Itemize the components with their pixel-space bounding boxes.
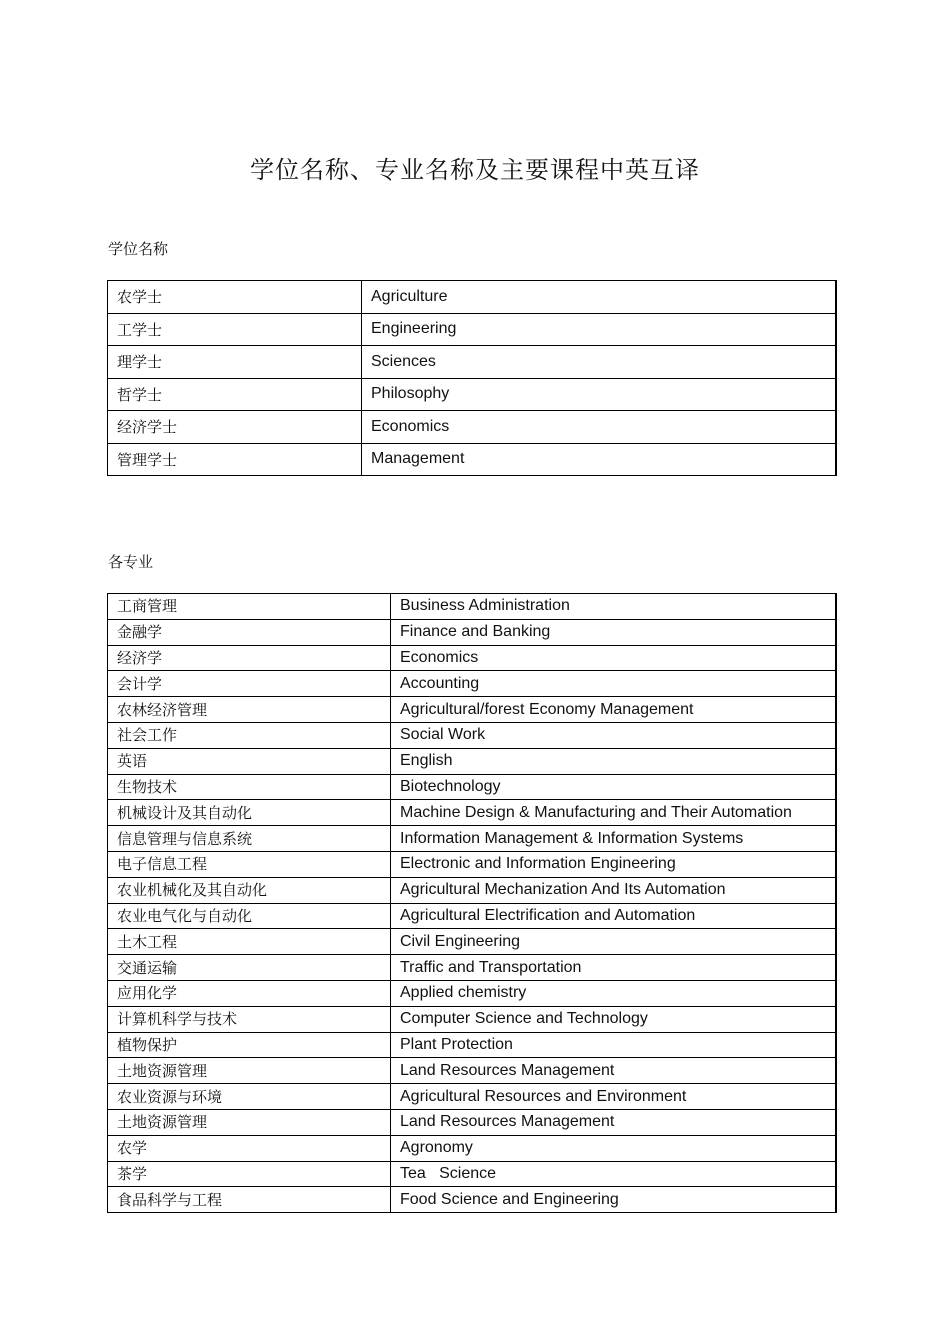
major-chinese-cell: 农业电气化与自动化 — [108, 903, 391, 929]
table-row — [108, 697, 837, 723]
major-english-cell: Plant Protection — [391, 1032, 837, 1058]
major-english-cell: Agricultural/forest Economy Management — [391, 697, 837, 723]
major-chinese-cell: 经济学 — [108, 645, 391, 671]
major-english-cell: Information Management & Information Systems — [391, 826, 837, 852]
major-english-cell: Agricultural Resources and Environment — [391, 1084, 837, 1110]
table-row — [108, 1187, 837, 1213]
major-english-cell: Biotechnology — [391, 774, 837, 800]
degree-chinese-cell: 理学士 — [108, 346, 362, 379]
major-chinese-cell: 信息管理与信息系统 — [108, 826, 391, 852]
major-chinese-cell: 应用化学 — [108, 980, 391, 1006]
table-row — [108, 774, 837, 800]
table-row — [108, 955, 837, 981]
major-chinese-cell: 植物保护 — [108, 1032, 391, 1058]
table-row — [108, 748, 837, 774]
major-chinese-cell: 电子信息工程 — [108, 851, 391, 877]
major-chinese-cell: 交通运输 — [108, 955, 391, 981]
major-english-cell: Land Resources Management — [391, 1109, 837, 1135]
major-english-cell: Accounting — [391, 671, 837, 697]
major-chinese-cell: 土地资源管理 — [108, 1109, 391, 1135]
table-row — [108, 645, 837, 671]
table-row — [108, 1084, 837, 1110]
table-row — [108, 1032, 837, 1058]
degree-english-cell: Sciences — [362, 346, 837, 379]
table-row — [108, 378, 837, 411]
major-english-cell: English — [391, 748, 837, 774]
major-chinese-cell: 农业机械化及其自动化 — [108, 877, 391, 903]
table-row — [108, 313, 837, 346]
degree-english-cell: Economics — [362, 411, 837, 444]
degree-chinese-cell: 工学士 — [108, 313, 362, 346]
major-english-cell: Machine Design & Manufacturing and Their Automation — [391, 800, 837, 826]
major-chinese-cell: 生物技术 — [108, 774, 391, 800]
table-row — [108, 722, 837, 748]
table-row — [108, 1006, 837, 1032]
table-row — [108, 671, 837, 697]
major-english-cell: Food Science and Engineering — [391, 1187, 837, 1213]
major-english-cell: Applied chemistry — [391, 980, 837, 1006]
degree-section-heading: 学位名称 — [108, 240, 169, 258]
table-row — [108, 929, 837, 955]
major-english-cell: Agricultural Mechanization And Its Automation — [391, 877, 837, 903]
page-title: 学位名称、专业名称及主要课程中英互译 — [250, 156, 700, 184]
major-english-cell: Tea Science — [391, 1161, 837, 1187]
table-row — [108, 826, 837, 852]
degree-english-cell: Philosophy — [362, 378, 837, 411]
table-row — [108, 443, 837, 476]
degree-english-cell: Agriculture — [362, 281, 837, 314]
table-row — [108, 877, 837, 903]
table-row — [108, 903, 837, 929]
table-row — [108, 980, 837, 1006]
major-english-cell: Civil Engineering — [391, 929, 837, 955]
table-row — [108, 1161, 837, 1187]
major-chinese-cell: 土地资源管理 — [108, 1058, 391, 1084]
major-chinese-cell: 会计学 — [108, 671, 391, 697]
degree-chinese-cell: 管理学士 — [108, 443, 362, 476]
major-chinese-cell: 金融学 — [108, 619, 391, 645]
major-english-cell: Computer Science and Technology — [391, 1006, 837, 1032]
table-row — [108, 1109, 837, 1135]
major-chinese-cell: 农学 — [108, 1135, 391, 1161]
degree-table — [107, 280, 837, 476]
major-chinese-cell: 农业资源与环境 — [108, 1084, 391, 1110]
major-english-cell: Electronic and Information Engineering — [391, 851, 837, 877]
major-chinese-cell: 土木工程 — [108, 929, 391, 955]
table-row — [108, 281, 837, 314]
major-chinese-cell: 社会工作 — [108, 722, 391, 748]
degree-chinese-cell: 农学士 — [108, 281, 362, 314]
table-row — [108, 619, 837, 645]
table-row — [108, 594, 837, 620]
degree-english-cell: Engineering — [362, 313, 837, 346]
major-chinese-cell: 计算机科学与技术 — [108, 1006, 391, 1032]
major-chinese-cell: 食品科学与工程 — [108, 1187, 391, 1213]
major-english-cell: Land Resources Management — [391, 1058, 837, 1084]
major-english-cell: Agronomy — [391, 1135, 837, 1161]
table-row — [108, 346, 837, 379]
major-chinese-cell: 茶学 — [108, 1161, 391, 1187]
degree-english-cell: Management — [362, 443, 837, 476]
table-row — [108, 411, 837, 444]
table-row — [108, 851, 837, 877]
major-chinese-cell: 工商管理 — [108, 594, 391, 620]
major-english-cell: Business Administration — [391, 594, 837, 620]
major-table — [107, 593, 837, 1213]
major-chinese-cell: 英语 — [108, 748, 391, 774]
table-row — [108, 1135, 837, 1161]
degree-chinese-cell: 经济学士 — [108, 411, 362, 444]
major-english-cell: Traffic and Transportation — [391, 955, 837, 981]
major-english-cell: Finance and Banking — [391, 619, 837, 645]
table-row — [108, 1058, 837, 1084]
major-chinese-cell: 农林经济管理 — [108, 697, 391, 723]
major-english-cell: Social Work — [391, 722, 837, 748]
major-chinese-cell: 机械设计及其自动化 — [108, 800, 391, 826]
major-english-cell: Economics — [391, 645, 837, 671]
table-row — [108, 800, 837, 826]
major-section-heading: 各专业 — [108, 553, 154, 571]
major-english-cell: Agricultural Electrification and Automation — [391, 903, 837, 929]
degree-chinese-cell: 哲学士 — [108, 378, 362, 411]
